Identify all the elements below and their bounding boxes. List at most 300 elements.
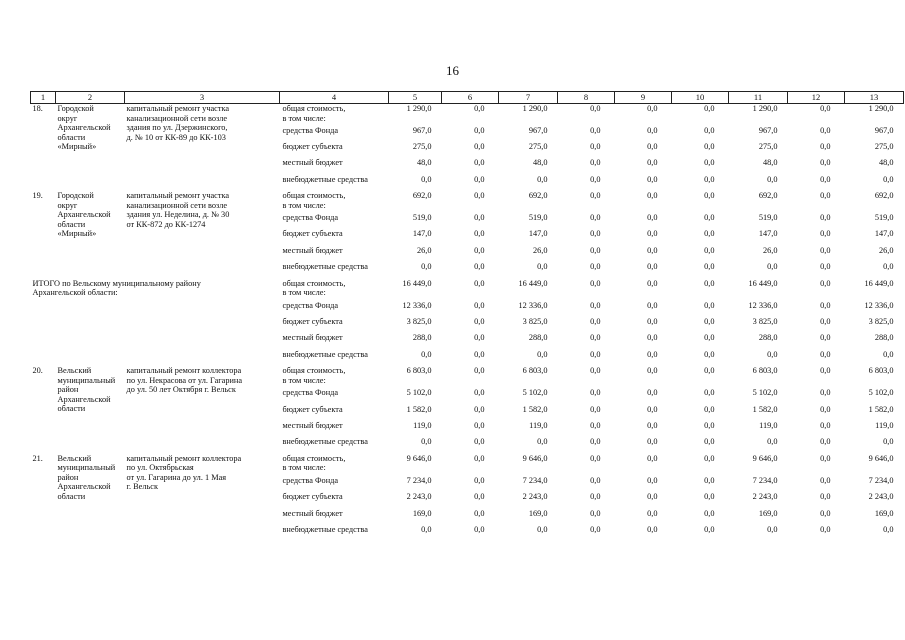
value-cell: 0,0 [647, 524, 658, 534]
value-cell: 1 290,0 [522, 104, 548, 113]
text-line: местный бюджет [282, 333, 343, 343]
value-cell: 275,0 [874, 141, 894, 151]
text-line: в том числе: [282, 288, 326, 298]
value-cell: 0,0 [647, 278, 658, 288]
funding-source-label [280, 191, 389, 213]
funding-source-label [280, 142, 389, 158]
value-cell: 0,0 [820, 492, 831, 502]
value-cell: 2 243,0 [752, 492, 778, 502]
value-cell: 169,0 [758, 508, 778, 518]
table-row [31, 104, 904, 126]
text-line: средства Фонда [282, 213, 339, 223]
value-cell: 0,0 [704, 245, 715, 255]
text-line: канализационной сети возле [126, 200, 228, 210]
value-cell: 2 243,0 [868, 492, 894, 502]
text-line: капитальный ремонт коллектора [126, 453, 242, 463]
text-line: от ул. Гагарина до ул. 1 Мая [126, 472, 227, 482]
value-cell: 0,0 [883, 174, 894, 184]
value-cell: 0,0 [647, 317, 658, 327]
value-cell: 288,0 [528, 333, 548, 343]
funding-source-label [280, 229, 389, 245]
value-cell: 0,0 [590, 404, 601, 414]
value-cell: 0,0 [820, 262, 831, 272]
value-cell: 0,0 [820, 508, 831, 518]
value-cell: 0,0 [704, 475, 715, 485]
description-cell [125, 366, 280, 454]
value-cell: 0,0 [647, 262, 658, 272]
value-cell: 0,0 [590, 262, 601, 272]
funding-source-label [280, 388, 389, 404]
value-cell: 6 803,0 [522, 366, 548, 376]
text-line: муниципальный [57, 463, 116, 473]
value-cell: 0,0 [820, 437, 831, 447]
funding-source-label [280, 454, 389, 476]
value-cell: 0,0 [474, 420, 485, 430]
value-cell: 0,0 [474, 245, 485, 255]
funding-source-label [280, 246, 389, 262]
funding-source-label [280, 126, 389, 142]
text-line: г. Вельск [126, 482, 158, 492]
value-cell: 0,0 [647, 300, 658, 310]
value-cell: 0,0 [421, 349, 432, 359]
text-line: бюджет субъекта [282, 229, 343, 239]
table-row [31, 366, 904, 388]
municipality-cell [56, 104, 125, 192]
text-line: «Мирный» [57, 229, 97, 239]
text-line: округ [57, 200, 78, 210]
value-cell: 288,0 [758, 333, 778, 343]
text-line: «Мирный» [57, 142, 97, 152]
text-line: местный бюджет [282, 158, 343, 168]
value-cell: 519,0 [874, 213, 894, 223]
text-line: в том числе: [282, 463, 326, 473]
value-cell: 0,0 [474, 453, 485, 463]
value-cell: 0,0 [704, 278, 715, 288]
value-cell: 16 449,0 [402, 278, 432, 288]
funding-source-label [280, 350, 389, 366]
value-cell: 275,0 [758, 141, 778, 151]
funding-source-label [280, 509, 389, 525]
funding-source-label [280, 492, 389, 508]
value-cell: 0,0 [704, 524, 715, 534]
text-line: Архангельской [57, 482, 111, 492]
value-cell: 0,0 [474, 524, 485, 534]
text-line: общая стоимость, [282, 366, 346, 376]
text-line: Городской [57, 104, 94, 113]
value-cell: 3 825,0 [522, 317, 548, 327]
funding-source-label [280, 333, 389, 349]
total-title-cell [31, 279, 280, 367]
value-cell: 0,0 [647, 191, 658, 201]
value-cell: 0,0 [647, 492, 658, 502]
value-cell: 16 449,0 [864, 278, 894, 288]
value-cell: 5 102,0 [406, 388, 432, 398]
value-cell: 0,0 [590, 508, 601, 518]
value-cell: 0,0 [590, 333, 601, 343]
text-line: ИТОГО по Вельскому муниципальному району [32, 278, 201, 288]
value-cell: 0,0 [704, 262, 715, 272]
value-cell: 0,0 [590, 420, 601, 430]
column-number-row [31, 92, 904, 104]
value-cell: 0,0 [537, 437, 548, 447]
value-cell: 0,0 [647, 333, 658, 343]
value-cell: 12 336,0 [518, 300, 548, 310]
funding-source-label [280, 158, 389, 174]
description-cell [125, 454, 280, 542]
text-line: капитальный ремонт участка [126, 191, 230, 201]
text-line: Архангельской [57, 210, 111, 220]
text-line: местный бюджет [282, 245, 343, 255]
value-cell: 6 803,0 [752, 366, 778, 376]
text-line: в том числе: [282, 200, 326, 210]
table-row [31, 454, 904, 476]
value-cell: 0,0 [647, 245, 658, 255]
value-cell: 0,0 [704, 191, 715, 201]
value-cell: 0,0 [820, 420, 831, 430]
text-line: округ [57, 113, 78, 123]
value-cell: 0,0 [704, 492, 715, 502]
text-line: капитальный ремонт участка [126, 104, 230, 113]
value-cell: 0,0 [704, 388, 715, 398]
value-cell: 0,0 [820, 349, 831, 359]
funding-source-label [280, 301, 389, 317]
text-line: по ул. Некрасова от ул. Гагарина [126, 375, 243, 385]
value-cell: 0,0 [704, 141, 715, 151]
value-cell: 12 336,0 [864, 300, 894, 310]
value-cell: 0,0 [590, 229, 601, 239]
text-line: средства Фонда [282, 388, 339, 398]
value-cell: 5 102,0 [868, 388, 894, 398]
value-cell: 0,0 [474, 191, 485, 201]
text-line: внебюджетные средства [282, 524, 368, 534]
value-cell: 48,0 [532, 158, 548, 168]
table-body [31, 104, 904, 542]
table-row [31, 279, 904, 301]
value-cell: 0,0 [820, 213, 831, 223]
value-cell: 0,0 [590, 300, 601, 310]
value-cell: 0,0 [590, 492, 601, 502]
value-cell: 5 102,0 [522, 388, 548, 398]
funding-table [30, 91, 904, 541]
value-cell: 692,0 [528, 191, 548, 201]
value-cell: 119,0 [413, 420, 432, 430]
value-cell: 0,0 [474, 317, 485, 327]
value-cell: 0,0 [474, 404, 485, 414]
text-line: общая стоимость, [282, 453, 346, 463]
value-cell: 0,0 [590, 317, 601, 327]
value-cell: 2 243,0 [522, 492, 548, 502]
value-cell: 0,0 [767, 524, 778, 534]
value-cell: 26,0 [532, 245, 548, 255]
value-cell: 0,0 [647, 125, 658, 135]
value-cell: 0,0 [474, 508, 485, 518]
text-line: в том числе: [282, 375, 326, 385]
value-cell: 1 290,0 [406, 104, 432, 113]
value-cell: 9 646,0 [406, 453, 432, 463]
value-cell: 0,0 [820, 388, 831, 398]
value-cell: 0,0 [590, 475, 601, 485]
value-cell: 0,0 [474, 262, 485, 272]
value-cell: 48,0 [762, 158, 778, 168]
value-cell: 169,0 [528, 508, 548, 518]
funding-source-label [280, 279, 389, 301]
value-cell: 0,0 [704, 229, 715, 239]
value-cell: 0,0 [474, 388, 485, 398]
text-line: район [57, 385, 79, 395]
value-cell: 0,0 [474, 437, 485, 447]
value-cell: 0,0 [704, 349, 715, 359]
value-cell: 0,0 [704, 420, 715, 430]
table-row [31, 191, 904, 213]
value-cell: 967,0 [874, 125, 894, 135]
value-cell: 0,0 [474, 278, 485, 288]
value-cell: 0,0 [820, 141, 831, 151]
funding-source-label [280, 437, 389, 453]
value-cell: 5 102,0 [752, 388, 778, 398]
column-number-header: 4 [280, 92, 389, 104]
municipality-cell [56, 366, 125, 454]
value-cell: 0,0 [474, 174, 485, 184]
value-cell: 967,0 [412, 125, 432, 135]
value-cell: 9 646,0 [868, 453, 894, 463]
text-line: здания ул. Неделина, д. № 30 [126, 210, 230, 220]
value-cell: 119,0 [529, 420, 548, 430]
funding-source-label [280, 405, 389, 421]
value-cell: 0,0 [590, 388, 601, 398]
value-cell: 0,0 [647, 229, 658, 239]
value-cell: 0,0 [474, 125, 485, 135]
value-cell: 0,0 [647, 213, 658, 223]
value-cell: 0,0 [474, 349, 485, 359]
item-number: 20. [32, 366, 43, 376]
text-line: район [57, 472, 79, 482]
text-line: бюджет субъекта [282, 141, 343, 151]
value-cell: 0,0 [647, 366, 658, 376]
value-cell: 169,0 [874, 508, 894, 518]
item-number: 18. [32, 104, 43, 113]
value-cell: 0,0 [474, 333, 485, 343]
column-number-header: 2 [56, 92, 125, 104]
value-cell: 0,0 [820, 245, 831, 255]
value-cell: 3 825,0 [868, 317, 894, 327]
value-cell: 7 234,0 [406, 475, 432, 485]
value-cell: 0,0 [537, 524, 548, 534]
value-cell: 967,0 [758, 125, 778, 135]
value-cell: 0,0 [590, 245, 601, 255]
municipality-cell [56, 191, 125, 279]
value-cell: 0,0 [883, 524, 894, 534]
funding-source-label [280, 262, 389, 278]
value-cell: 0,0 [820, 174, 831, 184]
value-cell: 0,0 [647, 104, 658, 113]
value-cell: 0,0 [590, 213, 601, 223]
value-cell: 0,0 [704, 174, 715, 184]
value-cell: 519,0 [758, 213, 778, 223]
value-cell: 0,0 [820, 333, 831, 343]
value-cell: 967,0 [528, 125, 548, 135]
value-cell: 1 582,0 [868, 404, 894, 414]
text-line: средства Фонда [282, 300, 339, 310]
text-line: местный бюджет [282, 420, 343, 430]
value-cell: 0,0 [704, 437, 715, 447]
value-cell: 16 449,0 [518, 278, 548, 288]
value-cell: 9 646,0 [752, 453, 778, 463]
value-cell: 519,0 [412, 213, 432, 223]
text-line: средства Фонда [282, 125, 339, 135]
column-number-header: 7 [499, 92, 558, 104]
text-line: бюджет субъекта [282, 404, 343, 414]
value-cell: 147,0 [528, 229, 548, 239]
value-cell: 147,0 [874, 229, 894, 239]
value-cell: 2 243,0 [406, 492, 432, 502]
text-line: канализационной сети возле [126, 113, 228, 123]
value-cell: 0,0 [704, 104, 715, 113]
value-cell: 0,0 [767, 174, 778, 184]
column-number-header: 11 [729, 92, 788, 104]
value-cell: 6 803,0 [868, 366, 894, 376]
value-cell: 0,0 [647, 158, 658, 168]
value-cell: 0,0 [647, 174, 658, 184]
funding-source-label [280, 525, 389, 541]
text-line: муниципальный [57, 375, 116, 385]
value-cell: 0,0 [590, 278, 601, 288]
value-cell: 288,0 [412, 333, 432, 343]
funding-source-label [280, 421, 389, 437]
text-line: Архангельской области: [32, 288, 118, 298]
text-line: Архангельской [57, 394, 111, 404]
column-number-header: 10 [672, 92, 729, 104]
page-number: 16 [446, 63, 459, 78]
value-cell: 0,0 [820, 125, 831, 135]
value-cell: 0,0 [704, 404, 715, 414]
value-cell: 0,0 [590, 349, 601, 359]
value-cell: 0,0 [820, 524, 831, 534]
value-cell: 275,0 [412, 141, 432, 151]
value-cell: 0,0 [474, 104, 485, 113]
text-line: д. № 10 от КК-89 до КК-103 [126, 132, 226, 142]
value-cell: 0,0 [704, 366, 715, 376]
value-cell: 0,0 [590, 174, 601, 184]
value-cell: 169,0 [412, 508, 432, 518]
text-line: Архангельской [57, 123, 111, 133]
value-cell: 1 290,0 [868, 104, 894, 113]
value-cell: 0,0 [767, 437, 778, 447]
value-cell: 0,0 [704, 453, 715, 463]
text-line: области [57, 219, 86, 229]
funding-source-label [280, 213, 389, 229]
value-cell: 0,0 [590, 366, 601, 376]
value-cell: 0,0 [474, 158, 485, 168]
value-cell: 26,0 [878, 245, 894, 255]
value-cell: 0,0 [647, 388, 658, 398]
value-cell: 0,0 [590, 453, 601, 463]
value-cell: 0,0 [883, 437, 894, 447]
text-line: внебюджетные средства [282, 262, 368, 272]
value-cell: 692,0 [874, 191, 894, 201]
value-cell: 3 825,0 [406, 317, 432, 327]
funding-source-label [280, 476, 389, 492]
value-cell: 0,0 [820, 278, 831, 288]
text-line: внебюджетные средства [282, 437, 368, 447]
value-cell: 1 582,0 [522, 404, 548, 414]
column-number-header: 5 [389, 92, 442, 104]
value-cell: 7 234,0 [868, 475, 894, 485]
column-number-header: 12 [788, 92, 845, 104]
value-cell: 1 290,0 [752, 104, 778, 113]
value-cell: 0,0 [820, 366, 831, 376]
funding-source-label [280, 104, 389, 126]
text-line: местный бюджет [282, 508, 343, 518]
value-cell: 0,0 [590, 524, 601, 534]
value-cell: 0,0 [820, 191, 831, 201]
value-cell: 0,0 [704, 125, 715, 135]
funding-source-label [280, 317, 389, 333]
value-cell: 48,0 [878, 158, 894, 168]
text-line: капитальный ремонт коллектора [126, 366, 242, 376]
value-cell: 0,0 [820, 475, 831, 485]
value-cell: 0,0 [883, 262, 894, 272]
column-number-header: 9 [615, 92, 672, 104]
value-cell: 0,0 [704, 300, 715, 310]
item-number: 19. [32, 191, 43, 201]
value-cell: 0,0 [474, 366, 485, 376]
value-cell: 0,0 [647, 453, 658, 463]
value-cell: 147,0 [758, 229, 778, 239]
value-cell: 0,0 [537, 174, 548, 184]
value-cell: 0,0 [537, 349, 548, 359]
value-cell: 0,0 [647, 404, 658, 414]
value-cell: 1 582,0 [752, 404, 778, 414]
value-cell: 0,0 [704, 317, 715, 327]
value-cell: 9 646,0 [522, 453, 548, 463]
value-cell: 0,0 [474, 492, 485, 502]
text-line: здания по ул. Дзержинского, [126, 123, 228, 133]
text-line: до ул. 50 лет Октября г. Вельск [126, 385, 236, 395]
column-number-header: 1 [31, 92, 56, 104]
value-cell: 519,0 [528, 213, 548, 223]
value-cell: 1 582,0 [406, 404, 432, 414]
column-number-header: 8 [558, 92, 615, 104]
municipality-cell [56, 454, 125, 542]
value-cell: 0,0 [704, 213, 715, 223]
text-line: средства Фонда [282, 475, 339, 485]
value-cell: 26,0 [416, 245, 432, 255]
funding-source-label [280, 366, 389, 388]
value-cell: 16 449,0 [748, 278, 778, 288]
value-cell: 0,0 [590, 437, 601, 447]
value-cell: 3 825,0 [752, 317, 778, 327]
value-cell: 0,0 [421, 262, 432, 272]
text-line: бюджет субъекта [282, 492, 343, 502]
value-cell: 0,0 [767, 349, 778, 359]
value-cell: 0,0 [590, 104, 601, 113]
value-cell: 119,0 [875, 420, 894, 430]
value-cell: 48,0 [416, 158, 432, 168]
text-line: Вельский [57, 453, 92, 463]
text-line: области [57, 132, 86, 142]
value-cell: 0,0 [421, 437, 432, 447]
text-line: в том числе: [282, 113, 326, 123]
value-cell: 288,0 [874, 333, 894, 343]
text-line: общая стоимость, [282, 191, 346, 201]
value-cell: 0,0 [647, 141, 658, 151]
text-line: внебюджетные средства [282, 174, 368, 184]
value-cell: 0,0 [647, 420, 658, 430]
value-cell: 0,0 [421, 174, 432, 184]
value-cell: 0,0 [820, 229, 831, 239]
description-cell [125, 191, 280, 279]
value-cell: 7 234,0 [752, 475, 778, 485]
